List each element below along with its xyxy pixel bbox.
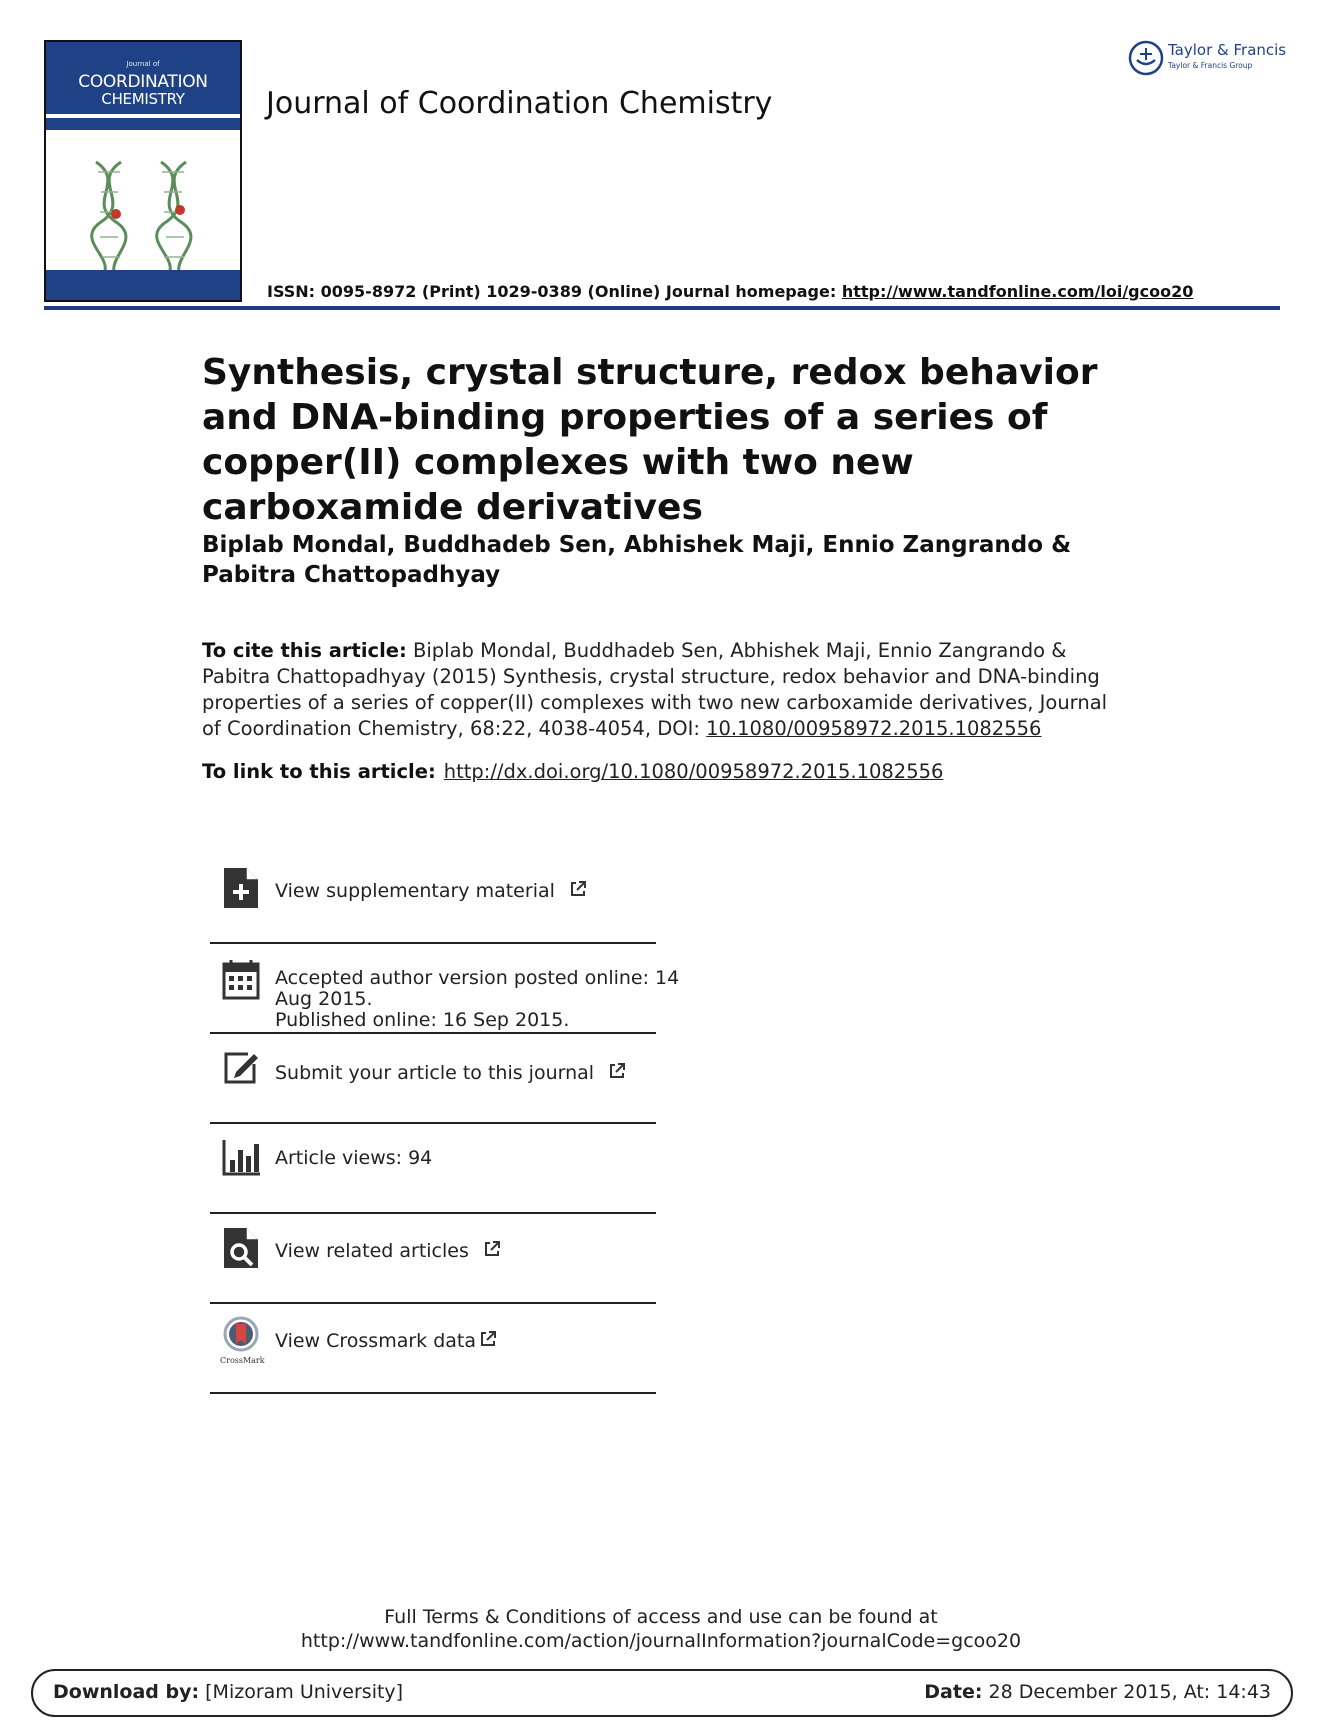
- citation-label: To cite this article:: [202, 639, 407, 662]
- external-link-icon: [479, 1330, 497, 1348]
- accepted-date-line1: Accepted author version posted online: 14: [275, 967, 680, 989]
- download-date: Date: 28 December 2015, At: 14:43: [924, 1681, 1271, 1703]
- link-label: To link to this article:: [202, 760, 436, 783]
- article-views-row: [210, 1136, 656, 1186]
- header-divider: [44, 306, 1280, 310]
- search-document-icon: [222, 1226, 260, 1270]
- list-divider: [210, 942, 656, 944]
- crossmark-row[interactable]: [210, 1316, 656, 1366]
- taylor-francis-icon: [1128, 40, 1164, 76]
- cover-small-title: Journal of: [126, 60, 160, 68]
- list-divider: [210, 1302, 656, 1304]
- supplementary-material-row[interactable]: [210, 866, 656, 916]
- list-divider: [210, 1122, 656, 1124]
- download-info-bar: [31, 1669, 1293, 1717]
- doi-link[interactable]: 10.1080/00958972.2015.1082556: [706, 717, 1042, 740]
- external-link-icon: [483, 1240, 501, 1258]
- citation-block: [202, 638, 1132, 742]
- crossmark-label: View Crossmark data: [275, 1330, 497, 1352]
- cover-title-line1: COORDINATION: [78, 72, 208, 92]
- external-link-icon: [569, 880, 587, 898]
- cover-editor-band: [46, 118, 240, 130]
- journal-homepage-link[interactable]: http://www.tandfonline.com/loi/gcoo20: [841, 282, 1194, 301]
- article-title: Synthesis, crystal structure, redox behavior and DNA-binding properties of a series of copper(II) complexes with two new carboxamide derivatives: [202, 352, 1098, 528]
- published-date: Published online: 16 Sep 2015.: [275, 1009, 570, 1031]
- list-divider: [210, 1212, 656, 1214]
- crossmark-caption: CrossMark: [220, 1356, 265, 1365]
- external-link-icon: [608, 1062, 626, 1080]
- cover-title-line2: CHEMISTRY: [101, 90, 185, 108]
- file-plus-icon: [222, 866, 260, 910]
- journal-cover-image: [44, 40, 242, 302]
- bar-chart-icon: [222, 1136, 260, 1180]
- terms-notice: [0, 1605, 1322, 1653]
- journal-title: Journal of Coordination Chemistry: [266, 86, 773, 121]
- article-authors: Biplab Mondal, Buddhadeb Sen, Abhishek Maji, Ennio Zangrando & Pabitra Chattopadhyay: [202, 532, 1072, 588]
- related-articles-label: View related articles: [275, 1240, 501, 1262]
- submit-article-label: Submit your article to this journal: [275, 1062, 626, 1084]
- edit-icon: [222, 1046, 260, 1090]
- issn-text: ISSN: 0095-8972 (Print) 1029-0389 (Online) Journal homepage:: [267, 282, 842, 301]
- related-articles-row[interactable]: [210, 1226, 656, 1276]
- list-divider: [210, 1392, 656, 1394]
- cover-publisher-band: [46, 270, 240, 300]
- download-by: Download by: [Mizoram University]: [53, 1681, 404, 1703]
- citation-text: Biplab Mondal, Buddhadeb Sen, Abhishek Maji, Ennio Zangrando & Pabitra Chattopadhyay (2015) Synthesis, crystal structure, redox behavior and DNA-binding properties of a series of copper(II) complexes with two new carboxamide derivatives, Journal of Coordination Chemistry, 68:22, 4038-4054, DOI:: [202, 639, 1108, 740]
- submit-article-row[interactable]: [210, 1046, 656, 1096]
- article-link-line: [202, 760, 943, 783]
- accepted-date-line2: Aug 2015.: [275, 988, 373, 1010]
- article-views: Article views: 94: [275, 1147, 433, 1169]
- taylor-francis-logo: [1128, 38, 1288, 80]
- article-doi-url[interactable]: http://dx.doi.org/10.1080/00958972.2015.1082556: [443, 760, 944, 783]
- list-divider: [210, 1032, 656, 1034]
- terms-url[interactable]: http://www.tandfonline.com/action/journalInformation?journalCode=gcoo20: [300, 1630, 1022, 1652]
- publisher-group: Taylor & Francis Group: [1168, 61, 1253, 70]
- issn-line: [267, 282, 1193, 301]
- calendar-icon: [222, 958, 260, 1002]
- crossmark-icon: [222, 1316, 260, 1360]
- publisher-name: Taylor & Francis: [1168, 41, 1287, 59]
- publication-dates-row: [210, 958, 680, 1031]
- supplementary-material-label: View supplementary material: [275, 880, 587, 902]
- terms-line1: Full Terms & Conditions of access and use can be found at: [384, 1606, 938, 1628]
